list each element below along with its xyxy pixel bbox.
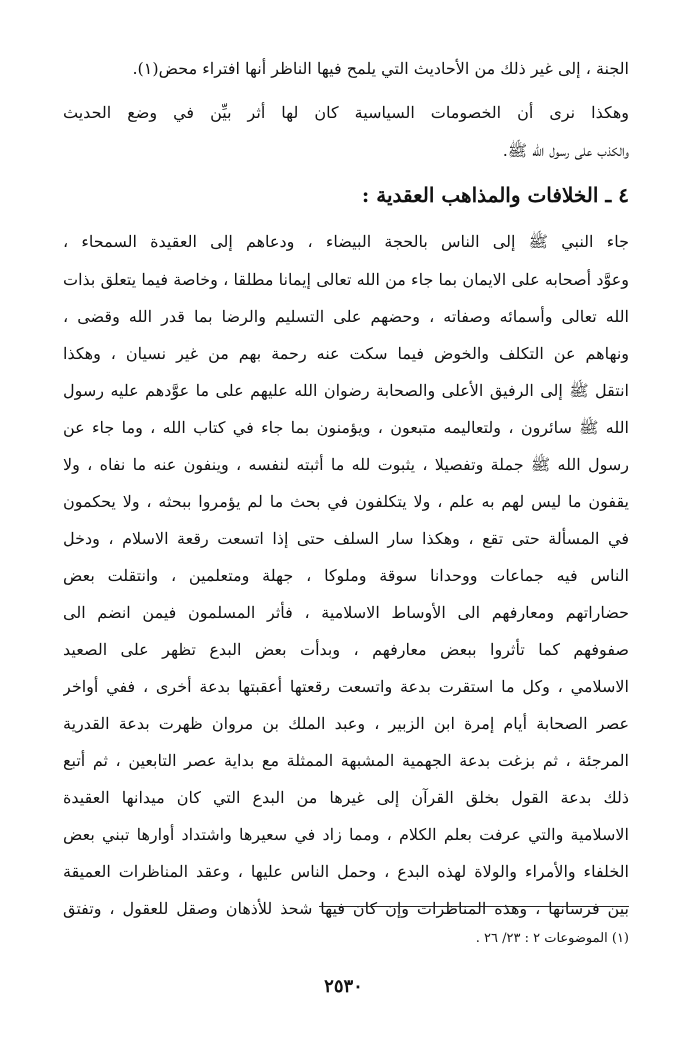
body-line-7: رسول الله ﷺ جملة وتفصيلا ، يثبوت لله ما أثبته لنفسه ، وينفون عنه ما نفاه ، ولا: [63, 455, 629, 474]
body-line-9: في المسألة حتى تقع ، وهكذا سار السلف حتى إذا اتسعت رقعة الاسلام ، ودخل: [63, 529, 629, 548]
section-heading: ٤ ـ الخلافات والمذاهب العقدية :: [361, 183, 629, 207]
body-line-8: يقفون ما ليس لهم به علم ، ولا يتكلفون في بحث ما لم يؤمروا ببحثه ، ولا يحكمون: [63, 492, 629, 511]
body-line-1: جاء النبي ﷺ إلى الناس بالحجة البيضاء ، ودعاهم إلى العقيدة السمحاء ،: [63, 232, 629, 251]
body-line-19: بين فرسانها ، وهذه المناظرات وإن كان فيها شحذ للأذهان وصقل للعقول ، وتفتق: [63, 899, 629, 918]
body-line-2: وعوَّد أصحابه على الايمان بما جاء من الله تعالى إيمانا مطلقا ، وخاصة فيما يتعلق بذات: [63, 270, 629, 289]
body-line-18: الخلفاء والأمراء والولاة لهذه البدع ، وحمل الناس عليها ، وعقد المناظرات العميقة: [63, 862, 629, 881]
body-line-11: حضاراتهم ومعارفهم الى الأوساط الاسلامية ، فأثر المسلمون فيمن انضم الى: [63, 603, 629, 622]
body-line-5: انتقل ﷺ إلى الرفيق الأعلى والصحابة رضوان الله عليهم على ما عوَّدهم عليه رسول: [63, 381, 629, 400]
body-line-4: ونهاهم عن التكلف والخوض فيما سكت عنه رحمة بهم من غير نسيان ، وهكذا: [63, 344, 629, 363]
footnote: (١) الموضوعات ٢ : ٢٣/ ٢٦ .: [475, 931, 629, 946]
body-line-10: الناس فيه جماعات ووحدانا سوقة وملوكا ، جهلة ومتعلمين ، وانتقلت بعض: [63, 566, 629, 585]
page-number: ٢٥٣٠: [324, 976, 363, 997]
body-line-14: عصر الصحابة أيام إمرة ابن الزبير ، وعبد الملك بن مروان ظهرت بدعة القدرية: [63, 714, 629, 733]
footnote-separator: [319, 906, 629, 907]
body-line-13: الاسلامي ، وكل ما استقرت بدعة واتسعت رقعتها أعقبتها بدعة أخرى ، ففي أواخر: [63, 677, 629, 696]
text-line-2: وهكذا نرى أن الخصومات السياسية كان لها أثر بيِّن في وضع الحديث: [63, 103, 629, 122]
body-line-17: الاسلامية والتي عرفت بعلم الكلام ، ومما زاد في سعيرها واشتداد أوارها تبني بعض: [63, 825, 629, 844]
text-line-3: والكذب على رسول الله ﷺ.: [502, 141, 629, 160]
body-line-6: الله ﷺ سائرون ، ولتعاليمه متبعون ، ويؤمنون بما جاء في كتاب الله ، وما جاء عن: [63, 418, 629, 437]
body-line-16: ذلك بدعة القول بخلق القرآن إلى غيرها من البدع التي كان ميدانها العقيدة: [63, 788, 629, 807]
body-line-3: الله تعالى وأسمائه وصفاته ، وحضهم على التسليم والرضا بما قدر الله وقضى ،: [63, 307, 629, 326]
text-line-1: الجنة ، إلى غير ذلك من الأحاديث التي يلمح فيها الناظر أنها افتراء محض(١).: [132, 59, 629, 78]
body-line-15: المرجئة ، ثم بزغت بدعة الجهمية المشبهة الممثلة مع بداية عصر التابعين ، ثم أتبع: [63, 751, 629, 770]
body-line-12: صفوفهم كما تأثروا ببعض معارفهم ، وبدأت بعض البدع تظهر على الصعيد: [63, 640, 629, 659]
